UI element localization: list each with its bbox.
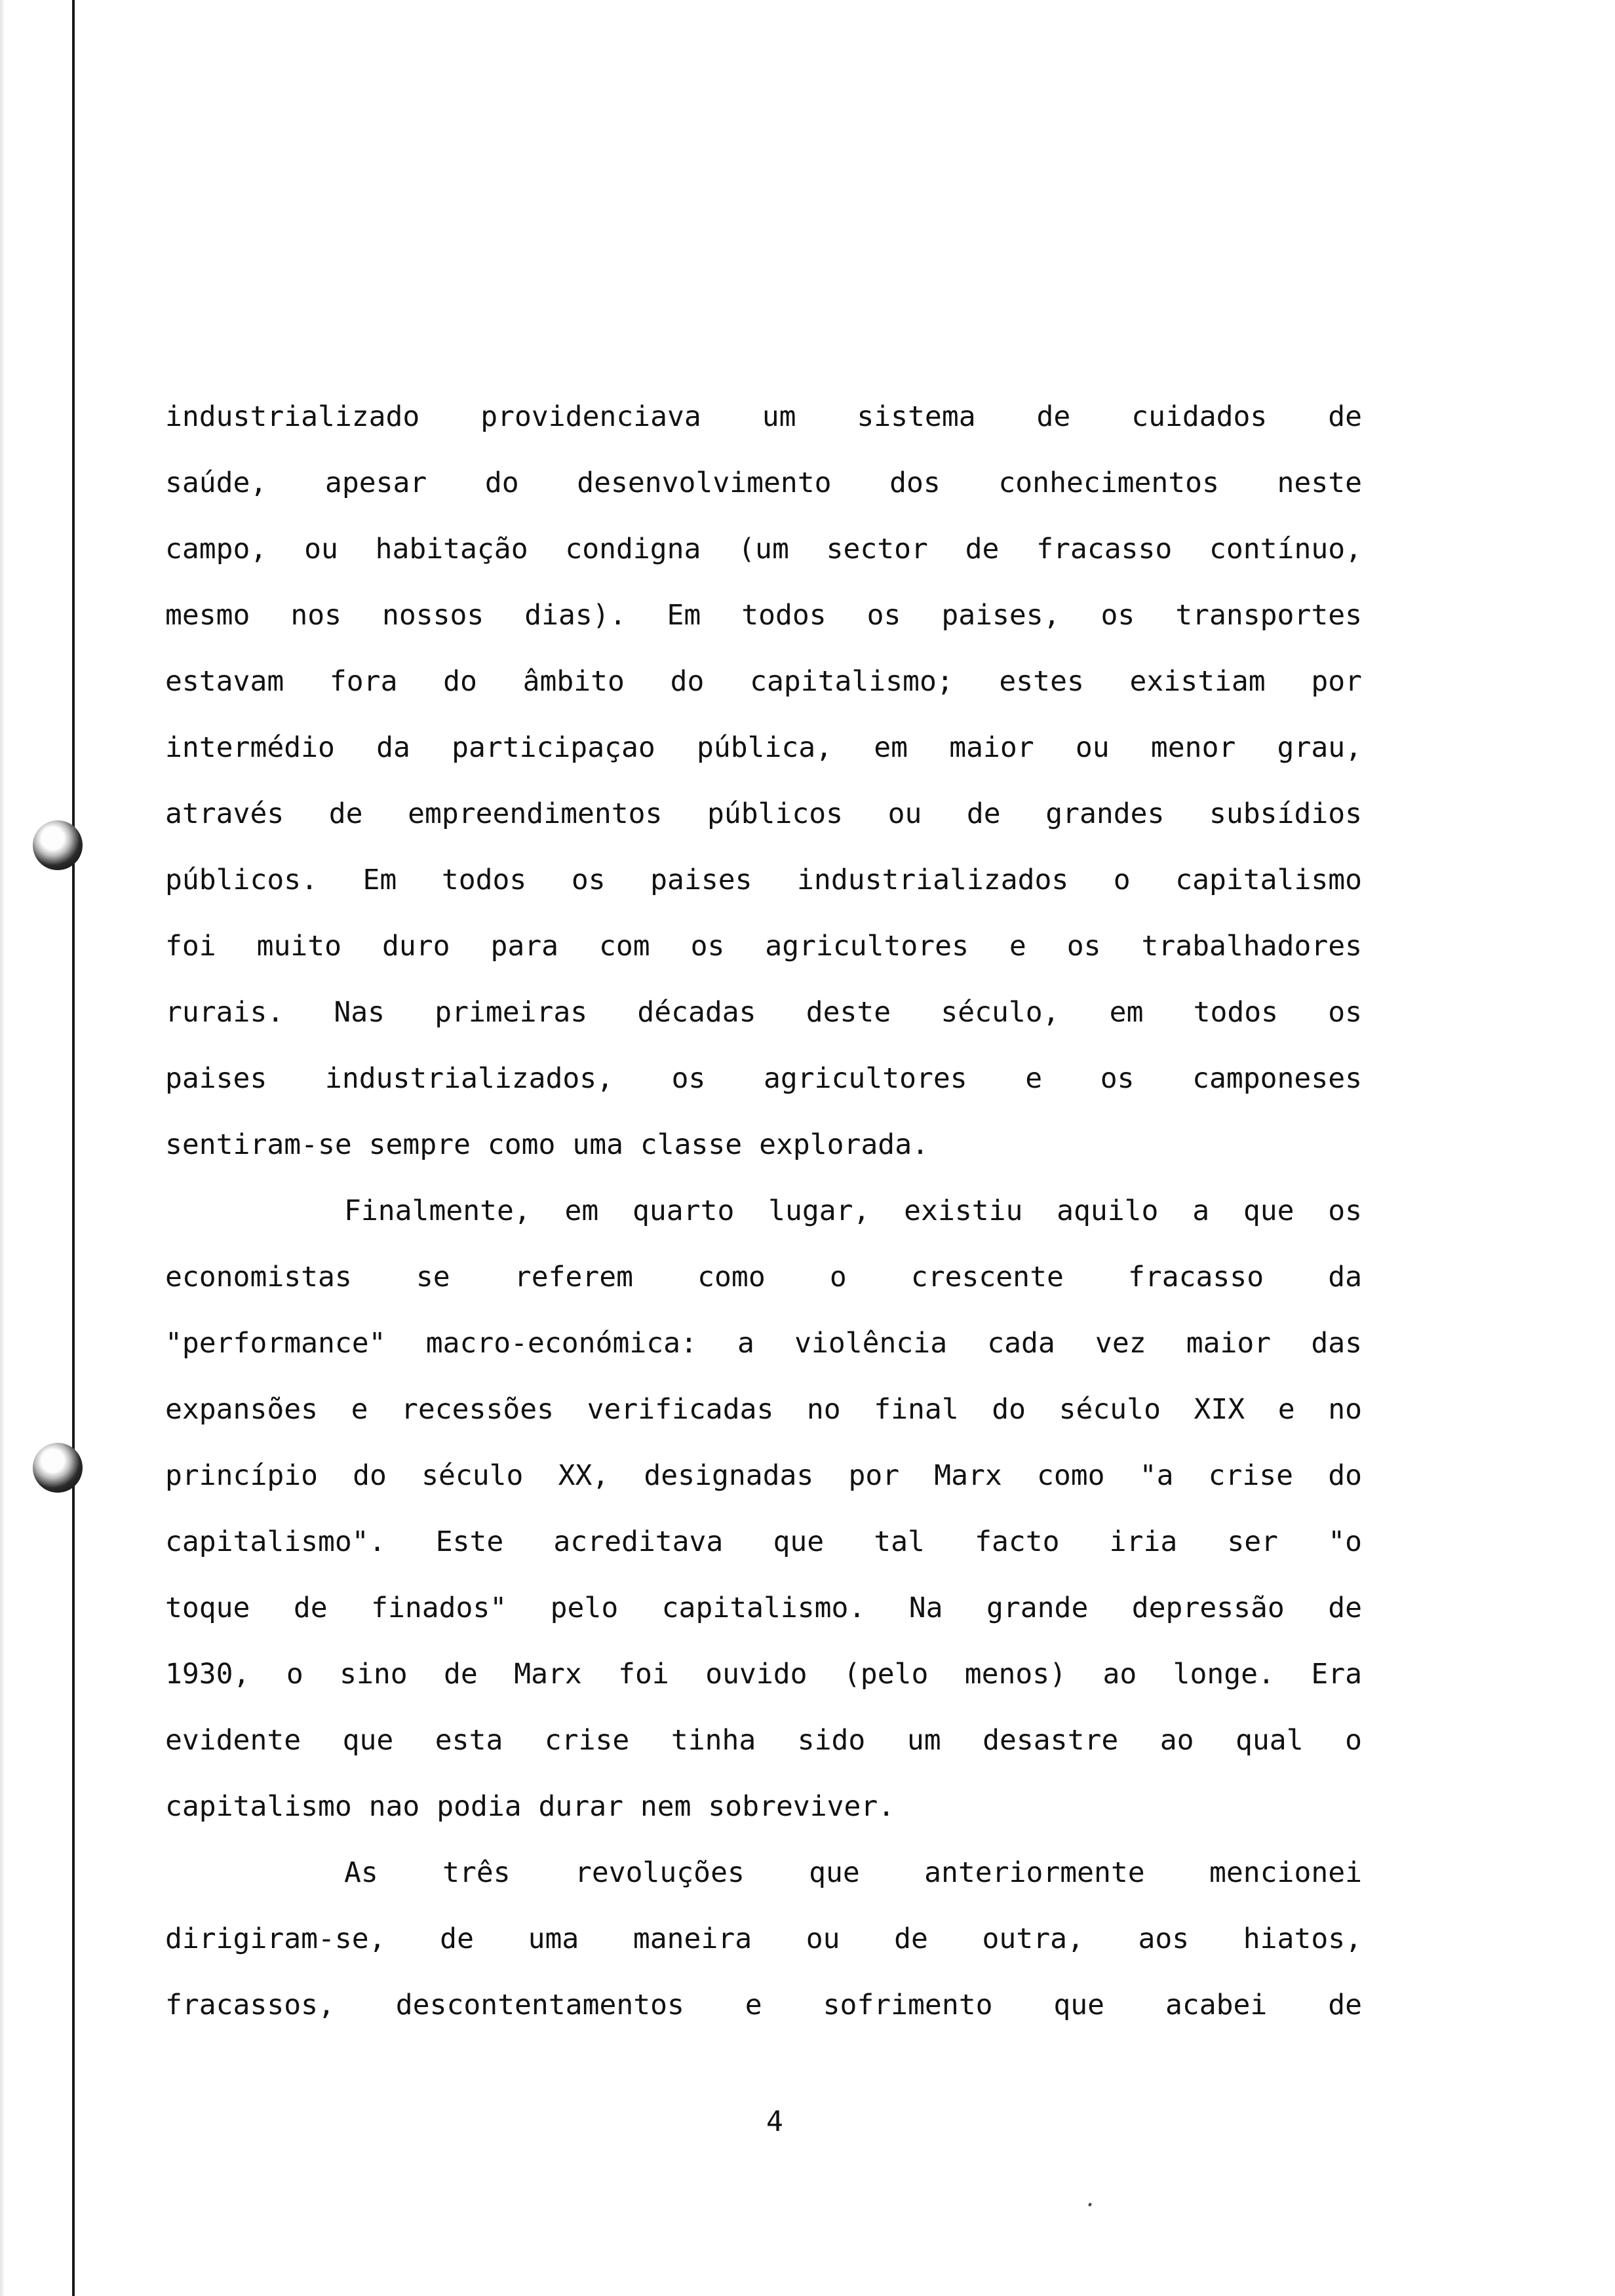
text-line: foi muito duro para com os agricultores e os trabalhadores — [165, 930, 1362, 963]
scan-speck — [1088, 2202, 1092, 2206]
text-line: capitalismo". Este acreditava que tal facto iria ser "o — [165, 1525, 1362, 1558]
body-text — [165, 384, 1362, 2038]
text-line: economistas se referem como o crescente fracasso da — [165, 1261, 1362, 1293]
text-line: fracassos, descontentamentos e sofrimento que acabei de — [165, 1989, 1362, 2021]
text-line: princípio do século XX, designadas por Marx como "a crise do — [165, 1459, 1362, 1492]
margin-rule-line — [72, 0, 75, 2296]
paragraph-start-line: As três revoluções que anteriormente mencionei — [344, 1856, 1362, 1889]
text-line: sentiram-se sempre como uma classe explorada. — [165, 1128, 929, 1161]
text-line: rurais. Nas primeiras décadas deste século, em todos os — [165, 996, 1362, 1029]
text-line: paises industrializados, os agricultores e os camponeses — [165, 1062, 1362, 1095]
text-line: 1930, o sino de Marx foi ouvido (pelo menos) ao longe. Era — [165, 1658, 1362, 1691]
paragraph-start-line: Finalmente, em quarto lugar, existiu aquilo a que os — [344, 1195, 1362, 1227]
text-line: públicos. Em todos os paises industrializados o capitalismo — [165, 864, 1362, 896]
page-binding-edge — [0, 0, 4, 2296]
text-line: capitalismo nao podia durar nem sobreviver. — [165, 1790, 895, 1823]
text-line: dirigiram-se, de uma maneira ou de outra, aos hiatos, — [165, 1923, 1362, 1955]
text-line: expansões e recessões verificadas no final do século XIX e no — [165, 1393, 1362, 1426]
text-line: saúde, apesar do desenvolvimento dos conhecimentos neste — [165, 467, 1362, 499]
text-line: intermédio da participaçao pública, em maior ou menor grau, — [165, 731, 1362, 764]
punch-hole-bottom — [33, 1443, 83, 1493]
text-line: evidente que esta crise tinha sido um desastre ao qual o — [165, 1724, 1362, 1757]
text-line: mesmo nos nossos dias). Em todos os paises, os transportes — [165, 599, 1362, 632]
text-line: "performance" macro-económica: a violência cada vez maior das — [165, 1327, 1362, 1360]
text-line: estavam fora do âmbito do capitalismo; estes existiam por — [165, 665, 1362, 698]
text-line: através de empreendimentos públicos ou de grandes subsídios — [165, 797, 1362, 830]
text-line: industrializado providenciava um sistema de cuidados de — [165, 400, 1362, 433]
text-line: toque de finados" pelo capitalismo. Na grande depressão de — [165, 1592, 1362, 1624]
page-number: 4 — [766, 2105, 783, 2138]
text-line: campo, ou habitação condigna (um sector de fracasso contínuo, — [165, 533, 1362, 565]
punch-hole-top — [33, 820, 83, 870]
